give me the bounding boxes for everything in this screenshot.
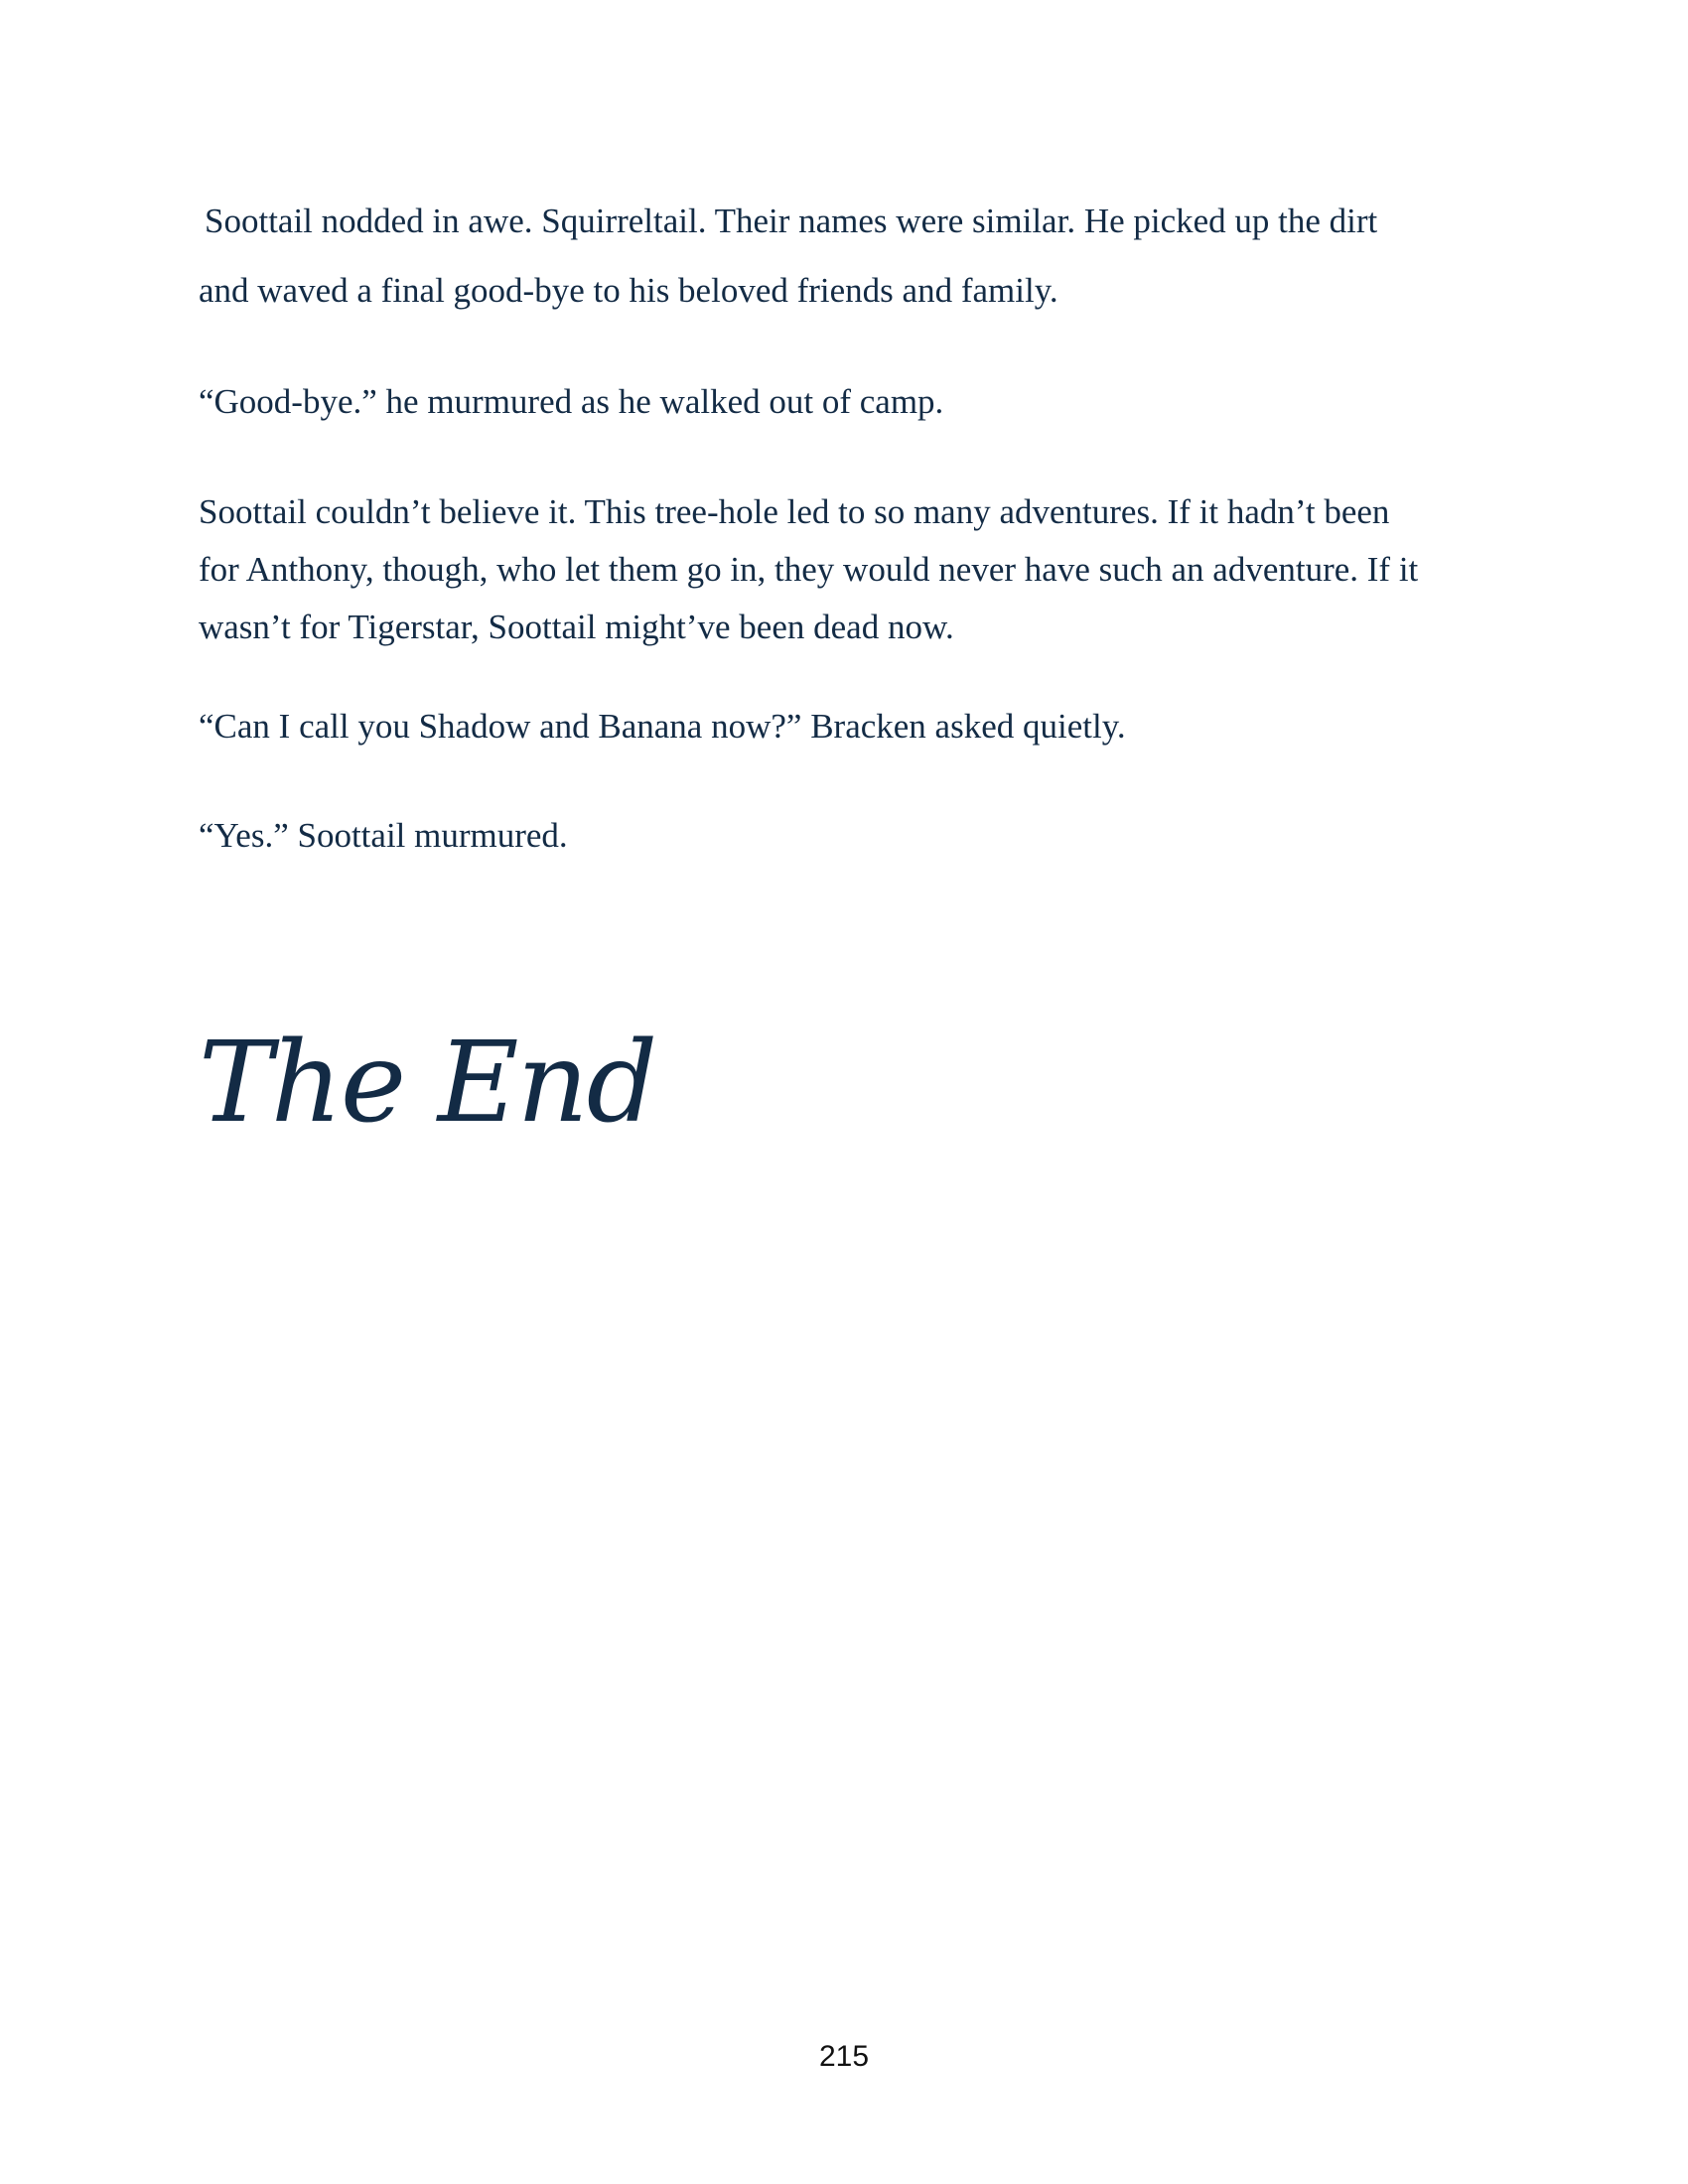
paragraph-line: Soottail nodded in awe. Squirreltail. Their names were similar. He picked up the dirt [205,202,1378,240]
paragraph-1 [199,202,1489,321]
paragraph-2 [199,382,1489,432]
paragraph-line: and waved a final good-bye to his beloved friends and family. [199,271,1058,310]
paragraph-line: “Can I call you Shadow and Banana now?” Bracken asked quietly. [199,707,1126,746]
paragraph-5 [199,816,1489,866]
paragraph-line: wasn’t for Tigerstar, Soottail might’ve been dead now. [199,608,954,646]
the-end-heading: The End [199,1019,656,1148]
paragraph-line: for Anthony, though, who let them go in, they would never have such an adventure. If it [199,550,1419,589]
paragraph-line: “Good-bye.” he murmured as he walked out of camp. [199,382,944,421]
paragraph-line: Soottail couldn’t believe it. This tree-hole led to so many adventures. If it hadn’t been [199,492,1390,531]
paragraph-4 [199,707,1489,756]
page-number: 215 [818,2040,870,2073]
paragraph-3 [199,492,1489,661]
paragraph-line: “Yes.” Soottail murmured. [199,816,568,855]
